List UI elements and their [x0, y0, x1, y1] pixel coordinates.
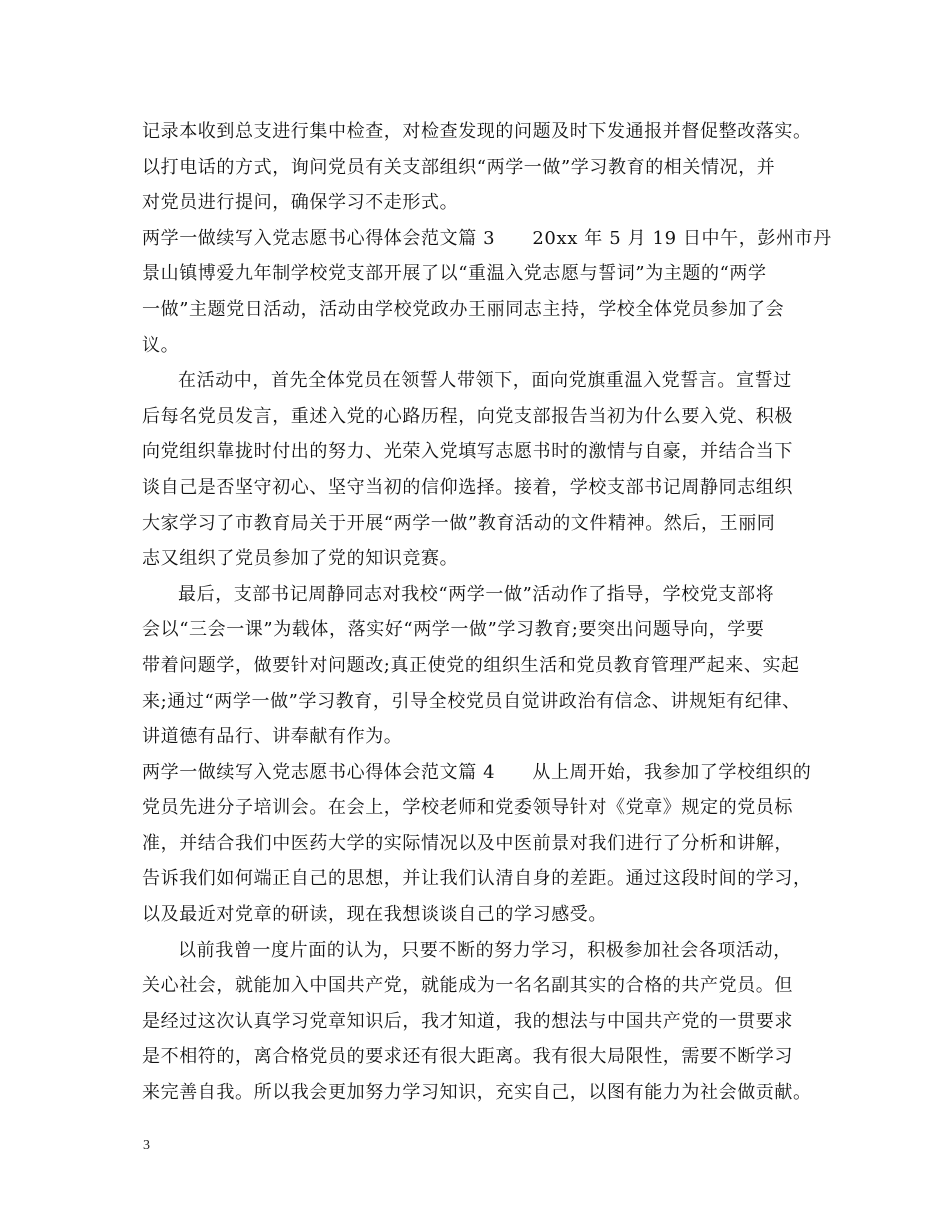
- text-line: 以打电话的方式，询问党员有关支部组织“两学一做”学习教育的相关情况，并: [142, 156, 776, 178]
- text-line: 关心社会，就能加入中国共产党，就能成为一名名副其实的合格的共产党员。但: [142, 975, 793, 997]
- text-line: 准，并结合我们中医药大学的实际情况以及中医前景对我们进行了分析和讲解，: [142, 832, 793, 854]
- text-line: 最后，支部书记周静同志对我校“两学一做”活动作了指导，学校党支部将: [178, 583, 775, 605]
- text-line: 一做”主题党日活动，活动由学校党政办王丽同志主持，学校全体党员参加了会: [142, 298, 785, 320]
- text-line: 两学一做续写入党志愿书心得体会范文篇 3 20xx 年 5 月 19 日中午，彭州市丹: [142, 227, 832, 249]
- text-line: 告诉我们如何端正自己的思想，并让我们认清自身的差距。通过这段时间的学习，: [142, 868, 812, 890]
- text-line: 在活动中，首先全体党员在领誓人带领下，面向党旗重温入党誓言。宣誓过: [178, 370, 792, 392]
- text-line: 志又组织了党员参加了党的知识竞赛。: [142, 548, 459, 570]
- text-line: 以及最近对党章的研读，现在我想谈谈自己的学习感受。: [142, 904, 607, 926]
- text-line: 大家学习了市教育局关于开展“两学一做”教育活动的文件精神。然后，王丽同: [142, 512, 776, 534]
- text-line: 是不相符的，离合格党员的要求还有很大距离。我有很大局限性，需要不断学习: [142, 1046, 793, 1068]
- text-line: 党员先进分子培训会。在会上，学校老师和党委领导针对《党章》规定的党员标: [142, 797, 793, 819]
- text-line: 带着问题学，做要针对问题改;真正使党的组织生活和党员教育管理严起来、实起: [142, 654, 800, 676]
- text-line: 向党组织靠拢时付出的努力、光荣入党填写志愿书时的激情与自豪，并结合当下: [142, 441, 793, 463]
- text-line: 讲道德有品行、讲奉献有作为。: [142, 726, 403, 748]
- text-line: 后每名党员发言，重述入党的心路历程，向党支部报告当初为什么要入党、积极: [142, 405, 793, 427]
- text-line: 景山镇博爱九年制学校党支部开展了以“重温入党志愿与誓词”为主题的“两学: [142, 263, 767, 285]
- text-line: 来;通过“两学一做”学习教育，引导全校党员自觉讲政治有信念、讲规矩有纪律、: [142, 690, 801, 712]
- text-line: 是经过这次认真学习党章知识后，我才知道，我的想法与中国共产党的一贯要求: [142, 1010, 793, 1032]
- text-line: 议。: [142, 334, 180, 356]
- text-line: 对党员进行提问，确保学习不走形式。: [142, 192, 459, 214]
- text-line: 记录本收到总支进行集中检查，对检查发现的问题及时下发通报并督促整改落实。: [142, 121, 812, 142]
- text-line: 来完善自我。所以我会更加努力学习知识，充实自己，以图有能力为社会做贡献。: [142, 1082, 812, 1104]
- text-line: 会以“三会一课”为载体，落实好“两学一做”学习教育;要突出问题导向，学要: [142, 619, 765, 641]
- text-line: 谈自己是否坚守初心、坚守当初的信仰选择。接着，学校支部书记周静同志组织: [142, 476, 793, 498]
- text-line: 以前我曾一度片面的认为，只要不断的努力学习，积极参加社会各项活动，: [178, 939, 792, 961]
- text-line: 两学一做续写入党志愿书心得体会范文篇 4 从上周开始，我参加了学校组织的: [142, 761, 812, 783]
- body-text: [142, 114, 842, 1111]
- page-number: 3: [143, 1138, 150, 1153]
